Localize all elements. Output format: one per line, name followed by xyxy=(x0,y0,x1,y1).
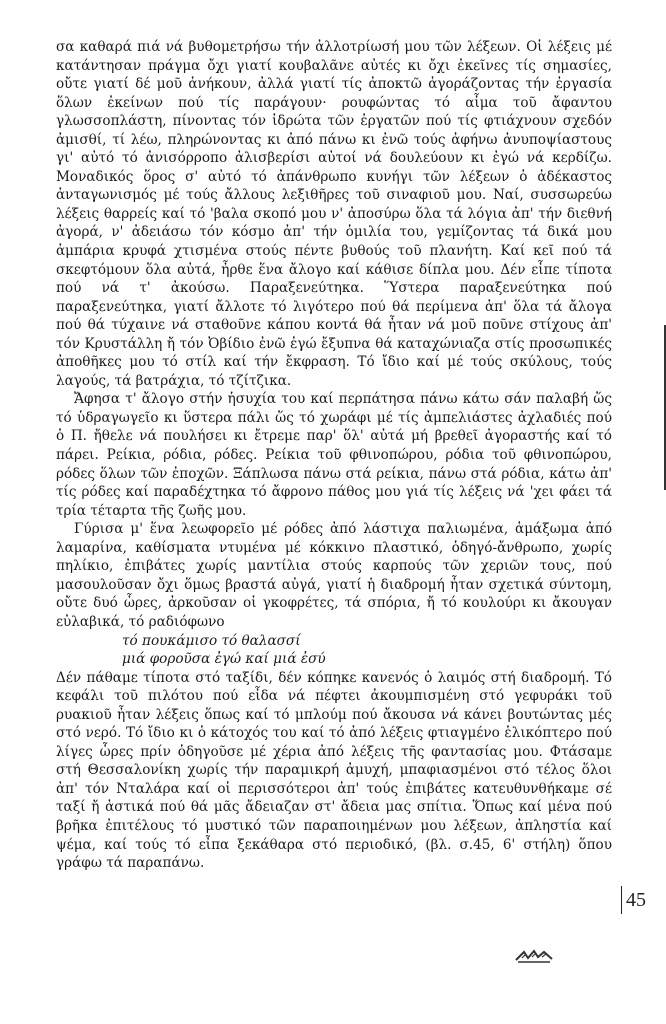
paragraph-2: Ἄφησα τ' ἄλογο στήν ἡσυχία του καί περπάτησα πάνω κάτω σάν παλαβή ὥς τό ὑδραγωγεῖο κι ὕστερα πάλι ὥς τό χωράφι μέ τίς ἀμπελιάστες ἀχλαδιές πού ὁ Π. ἤθελε νά πουλήσει κι ἔτρεμε παρ' ὅλ' αὐτά μή βρεθεῖ ἀγοραστής καί τό πάρει. Ρείκια, ρόδια, ρόδες. Ρείκια τοῦ φθινοπώρου, ρόδια τοῦ φθινοπώρου, ρόδες ὅλων τῶν ἐποχῶν. Ξάπλωσα πάνω στά ρείκια, πάνω στά ρόδια, κάτω ἀπ' τίς ρόδες καί παραδέχτηκα τό ἄφρονο πάθος μου γιά τίς λέξεις νά 'χει φάει τά τρία τέταρτα τῆς ζωῆς μου. xyxy=(56,391,612,519)
paragraph-1: σα καθαρά πιά νά βυθομετρήσω τήν ἀλλοτρίωσή μου τῶν λέξεων. Οἱ λέξεις μέ κατάντησαν πράγμα ὄχι γιατί κουβαλᾶνε αὐτές κι ὄχι ἐκεῖνες τίς σημασίες, οὔτε γιατί δέ μοῦ ἀνήκουν, ἀλλά γιατί τίς ἀποκτῶ ἀγοράζοντας τήν ἐργασία ὅλων ἐκείνων πού τίς παράγουν· ρουφώντας τό αἷμα τοῦ ἄφαντου γλωσσοπλάστη, πίνοντας τόν ἱδρώτα τῶν ἐργατῶν πού τίς φτιάχνουν σχεδόν ἀμισθί, τί λέω, πληρώνοντας κι ἀπό πάνω κι ἐνῶ τούς ἀφήνω ἀνυποψίαστους γι' αὐτό τό ἀνισόρροπο ἀλισβερίσι αὐτοί νά δουλεύουν κι ἐγώ νά κερδίζω. Μοναδικός ὅρος σ' αὐτό τό ἀπάνθρωπο κυνήγι τῶν λέξεων ὁ ἀδέκαστος ἀνταγωνισμός μέ τούς ἄλλους λεξιθῆρες τοῦ σιναφιοῦ μου. Ναί, συσσωρεύω λέξεις θαρρείς καί τό 'βαλα σκοπό μου ν' ἀποσύρω ὅλα τά λόγια ἀπ' τήν διεθνή ἀγορά, ν' ἀδειάσω τόν κόσμο ἀπ' τήν ὁμιλία του, γεμίζοντας τά δικά μου ἀμπάρια κρυφά χτισμένα στούς πέντε βυθούς τοῦ πλανήτη. Καί κεῖ πού τά σκεφτόμουν ὅλα αὐτά, ἦρθε ἕνα ἄλογο καί κάθισε δίπλα μου. Δέν εἶπε τίποτα πού νά τ' ἀκούσω. Παραξενεύτηκα. Ὕστερα παραξενεύτηκα πού παραξενεύτηκα, γιατί ἄλλοτε τό λιγότερο πού θά περίμενα ἀπ' ὅλα τά ἄλογα πού θά τύχαινε νά σταθοῦνε κάπου κοντά θά ἦταν νά μοῦ ποῦνε στίχους ἀπ' τόν Κρυστάλλη ἤ τόν Ὀβίδιο ἐνῶ ἐγώ ἔξυπνα θά καταχώνιαζα στίς προσωπικές ἀποθῆκες μου τό στίλ καί τήν ἔκφραση. Τό ἴδιο καί μέ τούς σκύλους, τούς λαγούς, τά βατράχια, τό τζίτζικα. xyxy=(56,39,612,389)
document-body xyxy=(56,38,612,873)
end-ornament-icon xyxy=(514,948,554,964)
paragraph-4: Δέν πάθαμε τίποτα στό ταξίδι, δέν κόπηκε κανενός ὁ λαιμός στή διαδρομή. Τό κεφάλι τοῦ πιλότου πού εἶδα νά πέφτει ἀκουμπισμένη στό γεφυράκι τοῦ ρυακιοῦ ἦταν λέξεις ὅπως καί τό μπλούμ πού ἄκουσα νά κάνει βουτώντας μές στό νερό. Τό ἴδιο κι ὁ κάτοχός του καί τό ἀπό λέξεις φτιαγμένο ἑλικόπτερο πού λίγες ὧρες πρίν ὁδηγοῦσε μέ χέρια ἀπό λέξεις τῆς φαντασίας μου. Φτάσαμε στή Θεσσαλονίκη χωρίς τήν παραμικρή ἀμυχή, μπαφιασμένοι στό τέλος ὅλοι ἀπ' τόν Νταλάρα καί οἱ περισσότεροι ἀπ' τούς ἐπιβάτες κατευθυνθήκαμε σέ ταξί ἤ ἀστικά πού θά μᾶς ἄδειαζαν στ' ἄδεια μας σπίτια. Ὅπως καί μένα πού βρῆκα ἐπιτέλους τό μυστικό τῶν παραποιημένων μου λέξεων, ἀπληστία καί ψέμα, καί τούς τό εἶπα ξεκάθαρα στό περιοδικό, (βλ. σ.45, 6' στήλη) ὅπου γράφω τά παραπάνω. xyxy=(56,669,612,872)
paragraph-3: Γύρισα μ' ἕνα λεωφορεῖο μέ ρόδες ἀπό λάστιχα παλιωμένα, ἁμάξωμα ἀπό λαμαρίνα, καθίσματα ντυμένα μέ κόκκινο πλαστικό, ὁδηγό-ἄνθρωπο, χωρίς πηλίκιο, ἐπιβάτες χωρίς μαντίλια στούς καρπούς τῶν χεριῶν τους, πού μασουλοῦσαν ὄχι ὅμως βραστά αὐγά, γιατί ἡ διαδρομή ἦταν σχετικά σύντομη, οὔτε δυό ὧρες, ἀρκοῦσαν οἱ γκοφρέτες, τά σπόρια, ἤ τό κουλούρι κι ἄκουγαν εὐλαβικά, τό ραδιόφωνο xyxy=(56,521,612,630)
page-number: 45 xyxy=(621,886,650,914)
poem-line-1: τό πουκάμισο τό θαλασσί xyxy=(122,632,301,649)
poem-line-2: μιά φορoῦσα ἐγώ καί μιά ἐσύ xyxy=(122,651,326,668)
